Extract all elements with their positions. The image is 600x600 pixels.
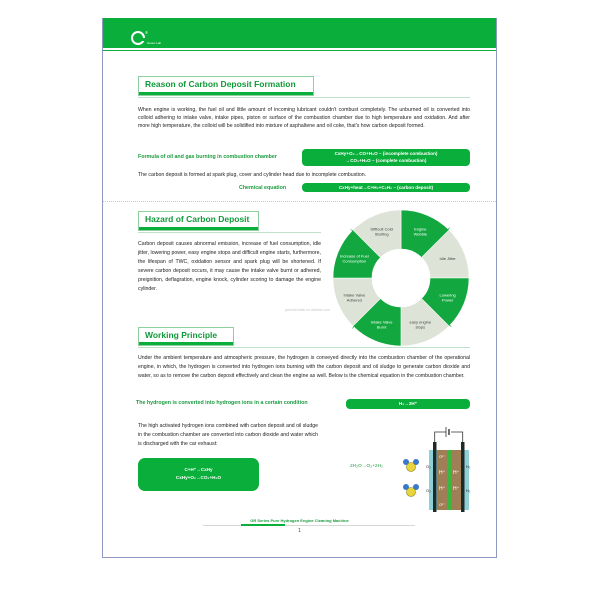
cycle-label: Engine Wobble <box>413 226 428 237</box>
hazard-cycle-diagram <box>331 208 471 348</box>
section-title-text: Working Principle <box>145 330 218 340</box>
formula-label: Formula of oil and gas burning in combustion chamber <box>138 154 277 160</box>
cycle-label: Difficult Cold Starting <box>370 226 393 237</box>
hydrogen-ion-equation-box: H₂→2H⁺ <box>346 399 470 409</box>
section-title-text: Hazard of Carbon Deposit <box>145 214 250 224</box>
cycle-label: Increase of Fuel Consumption <box>340 253 369 264</box>
footer-title: GR Series Pure Hydrogen Engine Cleaning Machine <box>250 518 349 523</box>
title-underline-bar <box>139 342 233 345</box>
cycle-label: easy engine stops <box>409 319 432 330</box>
electrolysis-cell-diagram <box>399 418 479 518</box>
ion-label: H⁺ <box>439 470 446 476</box>
logo-trademark: ® <box>145 30 148 35</box>
cycle-label: Lowering Power <box>439 292 456 303</box>
membrane-core <box>447 450 452 510</box>
section-rule <box>138 97 470 98</box>
water-molecule-icon <box>403 459 419 472</box>
o2-label-bottom: O₂ <box>426 488 431 493</box>
wire-right <box>451 432 463 442</box>
ion-label: H⁺ <box>453 486 460 492</box>
header-divider <box>103 50 496 51</box>
working-principle-paragraph: Under the ambient temperature and atmospheric pressure, the hydrogen is conveyed directly into the combustion chamber of the operational engine, in which, the hydrogen is converted into hydrogen ions burning with the carbon deposit and oil sludge to generate carbon dioxide and water, so as to remove the carbon deposit effectively and clean the engine as well. Below is the chemical equation in the combustion chamber. <box>138 355 470 380</box>
title-underline-bar <box>139 227 258 230</box>
combustion-formula-box <box>302 149 470 166</box>
formation-paragraph: When engine is working, the fuel oil and little amount of incoming lubricant couldn't combust completely. The unburned oil is converted into colloid adhering to intake valve, intake pipes, piston or surface of the combustion chamber due to high temperature and oxidation. And after more high temperature, the colloid will be solidified into mixture of asphaltene and oil coke, that's how carbon deposit formed. <box>138 107 470 130</box>
green-lab-logo-icon <box>131 31 145 45</box>
wire-left <box>435 432 446 442</box>
section-divider <box>103 201 496 202</box>
hydrogen-ion-label: The hydrogen is converted into hydrogen ions in a certain condition <box>136 400 308 406</box>
water-molecule-icon <box>403 484 419 497</box>
o2-label-top: O₂ <box>426 464 431 469</box>
h2-label-top: H₂ <box>466 464 471 469</box>
ion-label: H⁺ <box>453 470 460 476</box>
section-title-hazard <box>138 211 259 231</box>
ion-label: H⁺ <box>439 486 446 492</box>
chemical-equation-label: Chemical equation <box>239 185 287 191</box>
watermark-text: greentechlab.en.alibaba.com <box>285 308 330 312</box>
footer-rule-accent <box>241 524 285 526</box>
page-header-banner <box>103 18 496 48</box>
electrolysis-equation: 2H₂O→O₂+2H₂ <box>350 464 383 469</box>
anion-label: O²⁻ <box>439 454 446 459</box>
chemical-equation-box: CxHy+heat→C+H₂+C₂H₂ – (carbon deposit) <box>302 183 470 192</box>
h2-label-bottom: H₂ <box>466 488 471 493</box>
logo-text: Green Lab <box>147 41 162 45</box>
section-rule <box>138 232 321 233</box>
deposit-location-text: The carbon deposit is formed at spark plug, cover and cylinder head due to incomplete combustion. <box>138 172 367 178</box>
cycle-label: Intake Valve Burnt <box>370 319 393 330</box>
section-rule <box>138 347 470 348</box>
cycle-label: Idle Jitter <box>439 256 456 262</box>
title-underline-bar <box>139 92 313 95</box>
section-title-carbon-deposit-formation <box>138 76 314 96</box>
reaction-line-2: CxHy+O₂→CO₂+H₂O <box>175 475 222 480</box>
anode <box>433 442 437 512</box>
cathode <box>461 442 465 512</box>
cycle-label: Intake Valve Adhered <box>343 292 366 303</box>
formula-line-2: →CO₂+H₂O – (complete combustion) <box>345 158 427 163</box>
footer-rule <box>203 525 415 526</box>
formula-line-1: CxHy+O₂→CO+H₂O – (incomplete combustion) <box>334 151 438 156</box>
anion-label: O²⁻ <box>439 502 446 507</box>
page-number: 1 <box>298 528 301 534</box>
section-title-text: Reason of Carbon Deposit Formation <box>145 79 296 89</box>
reaction-line-1: C+H⁺→CxHy <box>184 467 213 472</box>
hazard-paragraph: Carbon deposit causes abnormal emission, increase of fuel consumption, idle jitter, lowering power, easy engine stops and difficult engine starts, furthermore, the lifespan of TWC, oxidation sensor and spark plug will be shortened. If severe carbon deposit occurs, it may cause the intake valve burnt or adhered, preignition, deflagration, engine knock, cylinder scoring to damage the engine cylinder. <box>138 241 321 292</box>
section-title-working-principle <box>138 327 234 346</box>
ion-reaction-paragraph: The high activated hydrogen ions combined with carbon deposit and oil sludge in the combustion chamber are converted into carbon dioxide and water which is discharged with the car exhaust: <box>138 423 318 448</box>
document-page <box>102 18 497 558</box>
reaction-formula-box <box>138 458 259 491</box>
